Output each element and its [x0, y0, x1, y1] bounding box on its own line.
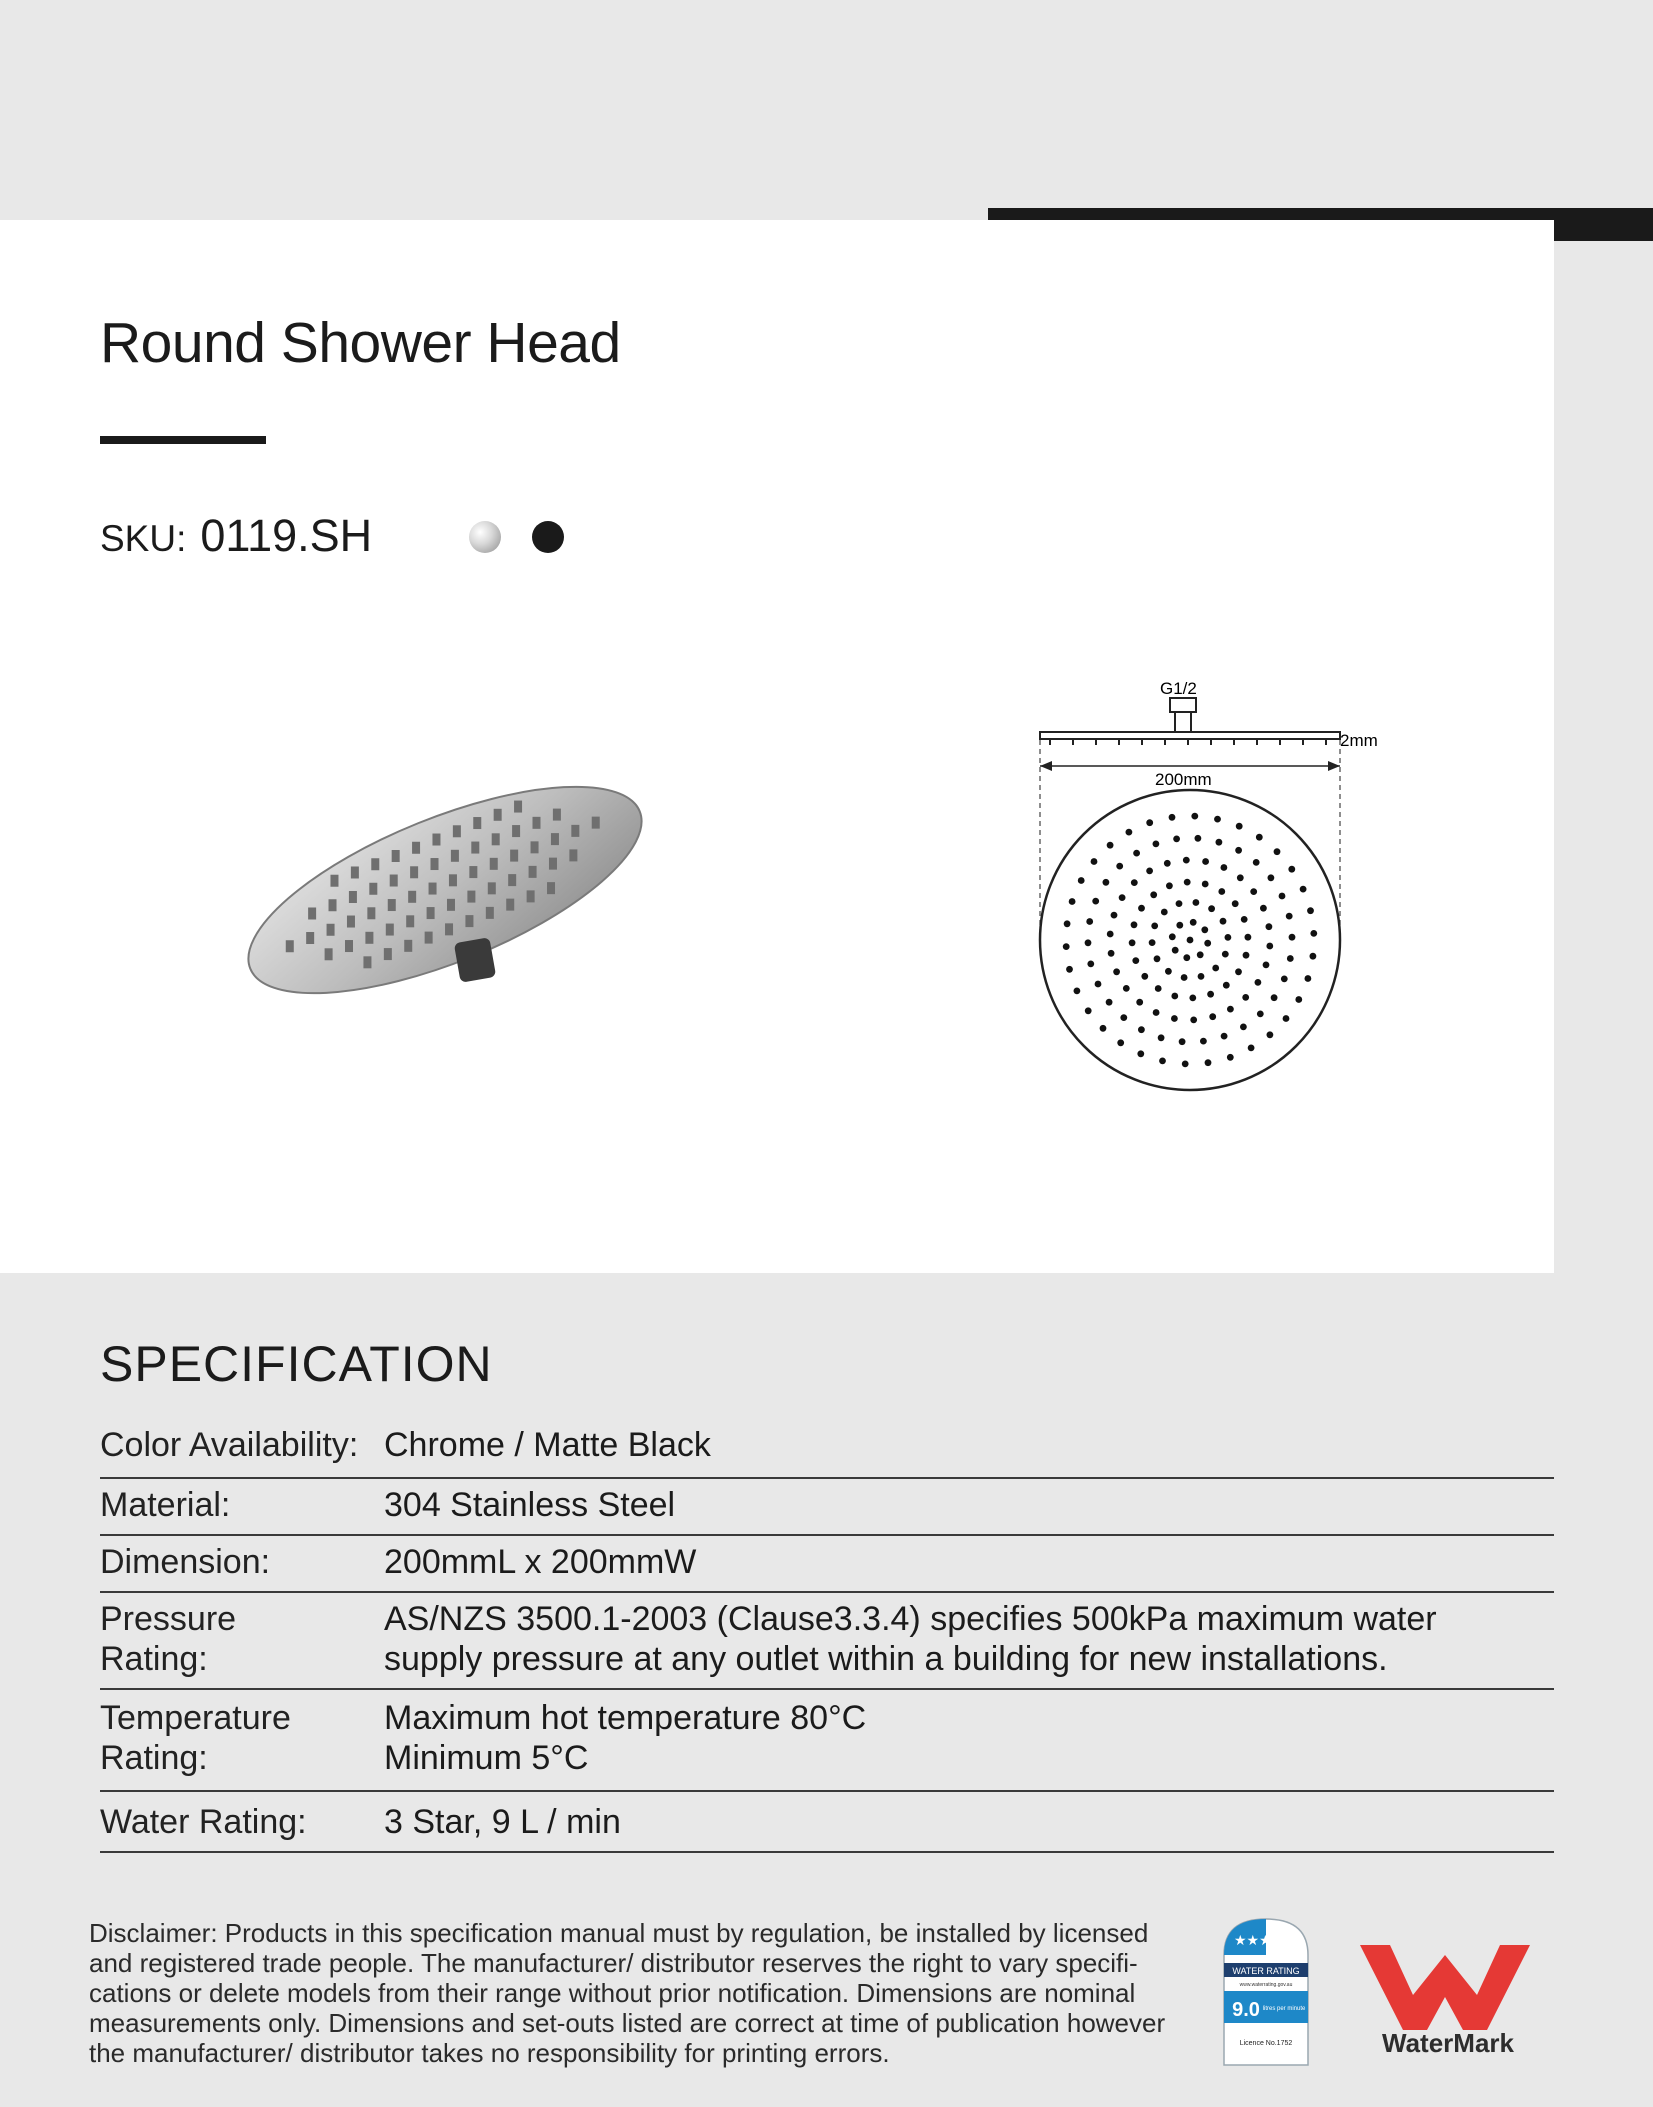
spec-row — [100, 1593, 1554, 1690]
title-underline — [100, 436, 266, 444]
spec-label — [100, 1542, 270, 1582]
thread-label: G1/2 — [1160, 679, 1197, 698]
spec-label-line: Rating: — [100, 1640, 208, 1678]
spec-value-line: Maximum hot temperature 80°C — [384, 1699, 867, 1737]
spec-value — [384, 1698, 866, 1778]
spec-row — [100, 1425, 1554, 1479]
sku-value: 0119.SH — [200, 510, 373, 561]
sku-line — [100, 510, 372, 570]
spec-value — [384, 1599, 1437, 1679]
spec-value-line: AS/NZS 3500.1-2003 (Clause3.3.4) specifies 500kPa maximum water — [384, 1600, 1437, 1638]
disclaimer-line: Disclaimer: Products in this specification manual must by regulation, be installed by licensed — [89, 1918, 1149, 1948]
disclaimer — [89, 1918, 1199, 2068]
spec-label-line: Temperature — [100, 1699, 291, 1737]
water-rating-badge — [1220, 1915, 1312, 2070]
water-rating-unit: litres per minute — [1262, 2006, 1306, 2012]
spec-value-line: supply pressure at any outlet within a building for new installations. — [384, 1640, 1388, 1678]
spec-value — [384, 1542, 696, 1582]
disclaimer-line: cations or delete models from their range without prior notification. Dimensions are nominal — [89, 1978, 1136, 2008]
chrome-finish-swatch — [469, 521, 501, 553]
header-band — [0, 0, 1653, 220]
thickness-label: 2mm — [1340, 731, 1378, 750]
product-title: Round Shower Head — [100, 311, 621, 375]
spec-value — [384, 1425, 711, 1465]
technical-drawing — [1010, 670, 1410, 1110]
shower-head-photo — [225, 770, 665, 1010]
spec-label-line: Water Rating: — [100, 1803, 307, 1841]
spec-value-line: 3 Star, 9 L / min — [384, 1803, 621, 1841]
specification-heading: SPECIFICATION — [100, 1336, 493, 1392]
spec-value — [384, 1802, 621, 1842]
disclaimer-line: the manufacturer/ distributor takes no responsibility for printing errors. — [89, 2038, 890, 2068]
diameter-label: 200mm — [1155, 770, 1212, 789]
side-strip — [1554, 241, 1653, 1273]
spec-value — [384, 1485, 675, 1525]
spec-row — [100, 1792, 1554, 1853]
water-rating-header: WATER RATING — [1232, 1966, 1300, 1976]
sku-label: SKU: — [100, 518, 187, 559]
watermark-label: WaterMark — [1382, 2028, 1514, 2058]
specification-table — [100, 1425, 1554, 1853]
spec-label-line: Material: — [100, 1486, 231, 1524]
spec-value-line: 200mmL x 200mmW — [384, 1543, 697, 1581]
spec-label — [100, 1802, 307, 1842]
spec-label — [100, 1698, 291, 1778]
spec-row — [100, 1536, 1554, 1593]
water-rating-website: www.waterrating.gov.au — [1239, 1982, 1293, 1988]
spec-label — [100, 1599, 236, 1679]
spec-value-line: Chrome / Matte Black — [384, 1426, 711, 1464]
spec-label — [100, 1485, 230, 1525]
spec-value-line: Minimum 5°C — [384, 1739, 589, 1777]
spec-label-line: Dimension: — [100, 1543, 271, 1581]
matte-black-finish-swatch — [532, 521, 564, 553]
disclaimer-line: and registered trade people. The manufacturer/ distributor reserves the right to vary specifi- — [89, 1948, 1138, 1978]
spec-value-line: 304 Stainless Steel — [384, 1486, 676, 1524]
spec-label — [100, 1425, 358, 1465]
water-rating-value: 9.0 — [1232, 1999, 1260, 2021]
disclaimer-line: measurements only. Dimensions and set-outs listed are correct at time of publication however — [89, 2008, 1166, 2038]
spec-row — [100, 1479, 1554, 1536]
water-rating-licence: Licence No.1752 — [1239, 2040, 1293, 2047]
spec-label-line: Rating: — [100, 1739, 208, 1777]
svg-text:★★★: ★★★ — [1234, 1933, 1272, 1949]
spec-row — [100, 1690, 1554, 1792]
spec-label-line: Pressure — [100, 1600, 237, 1638]
spec-label-line: Color Availability: — [100, 1426, 359, 1464]
